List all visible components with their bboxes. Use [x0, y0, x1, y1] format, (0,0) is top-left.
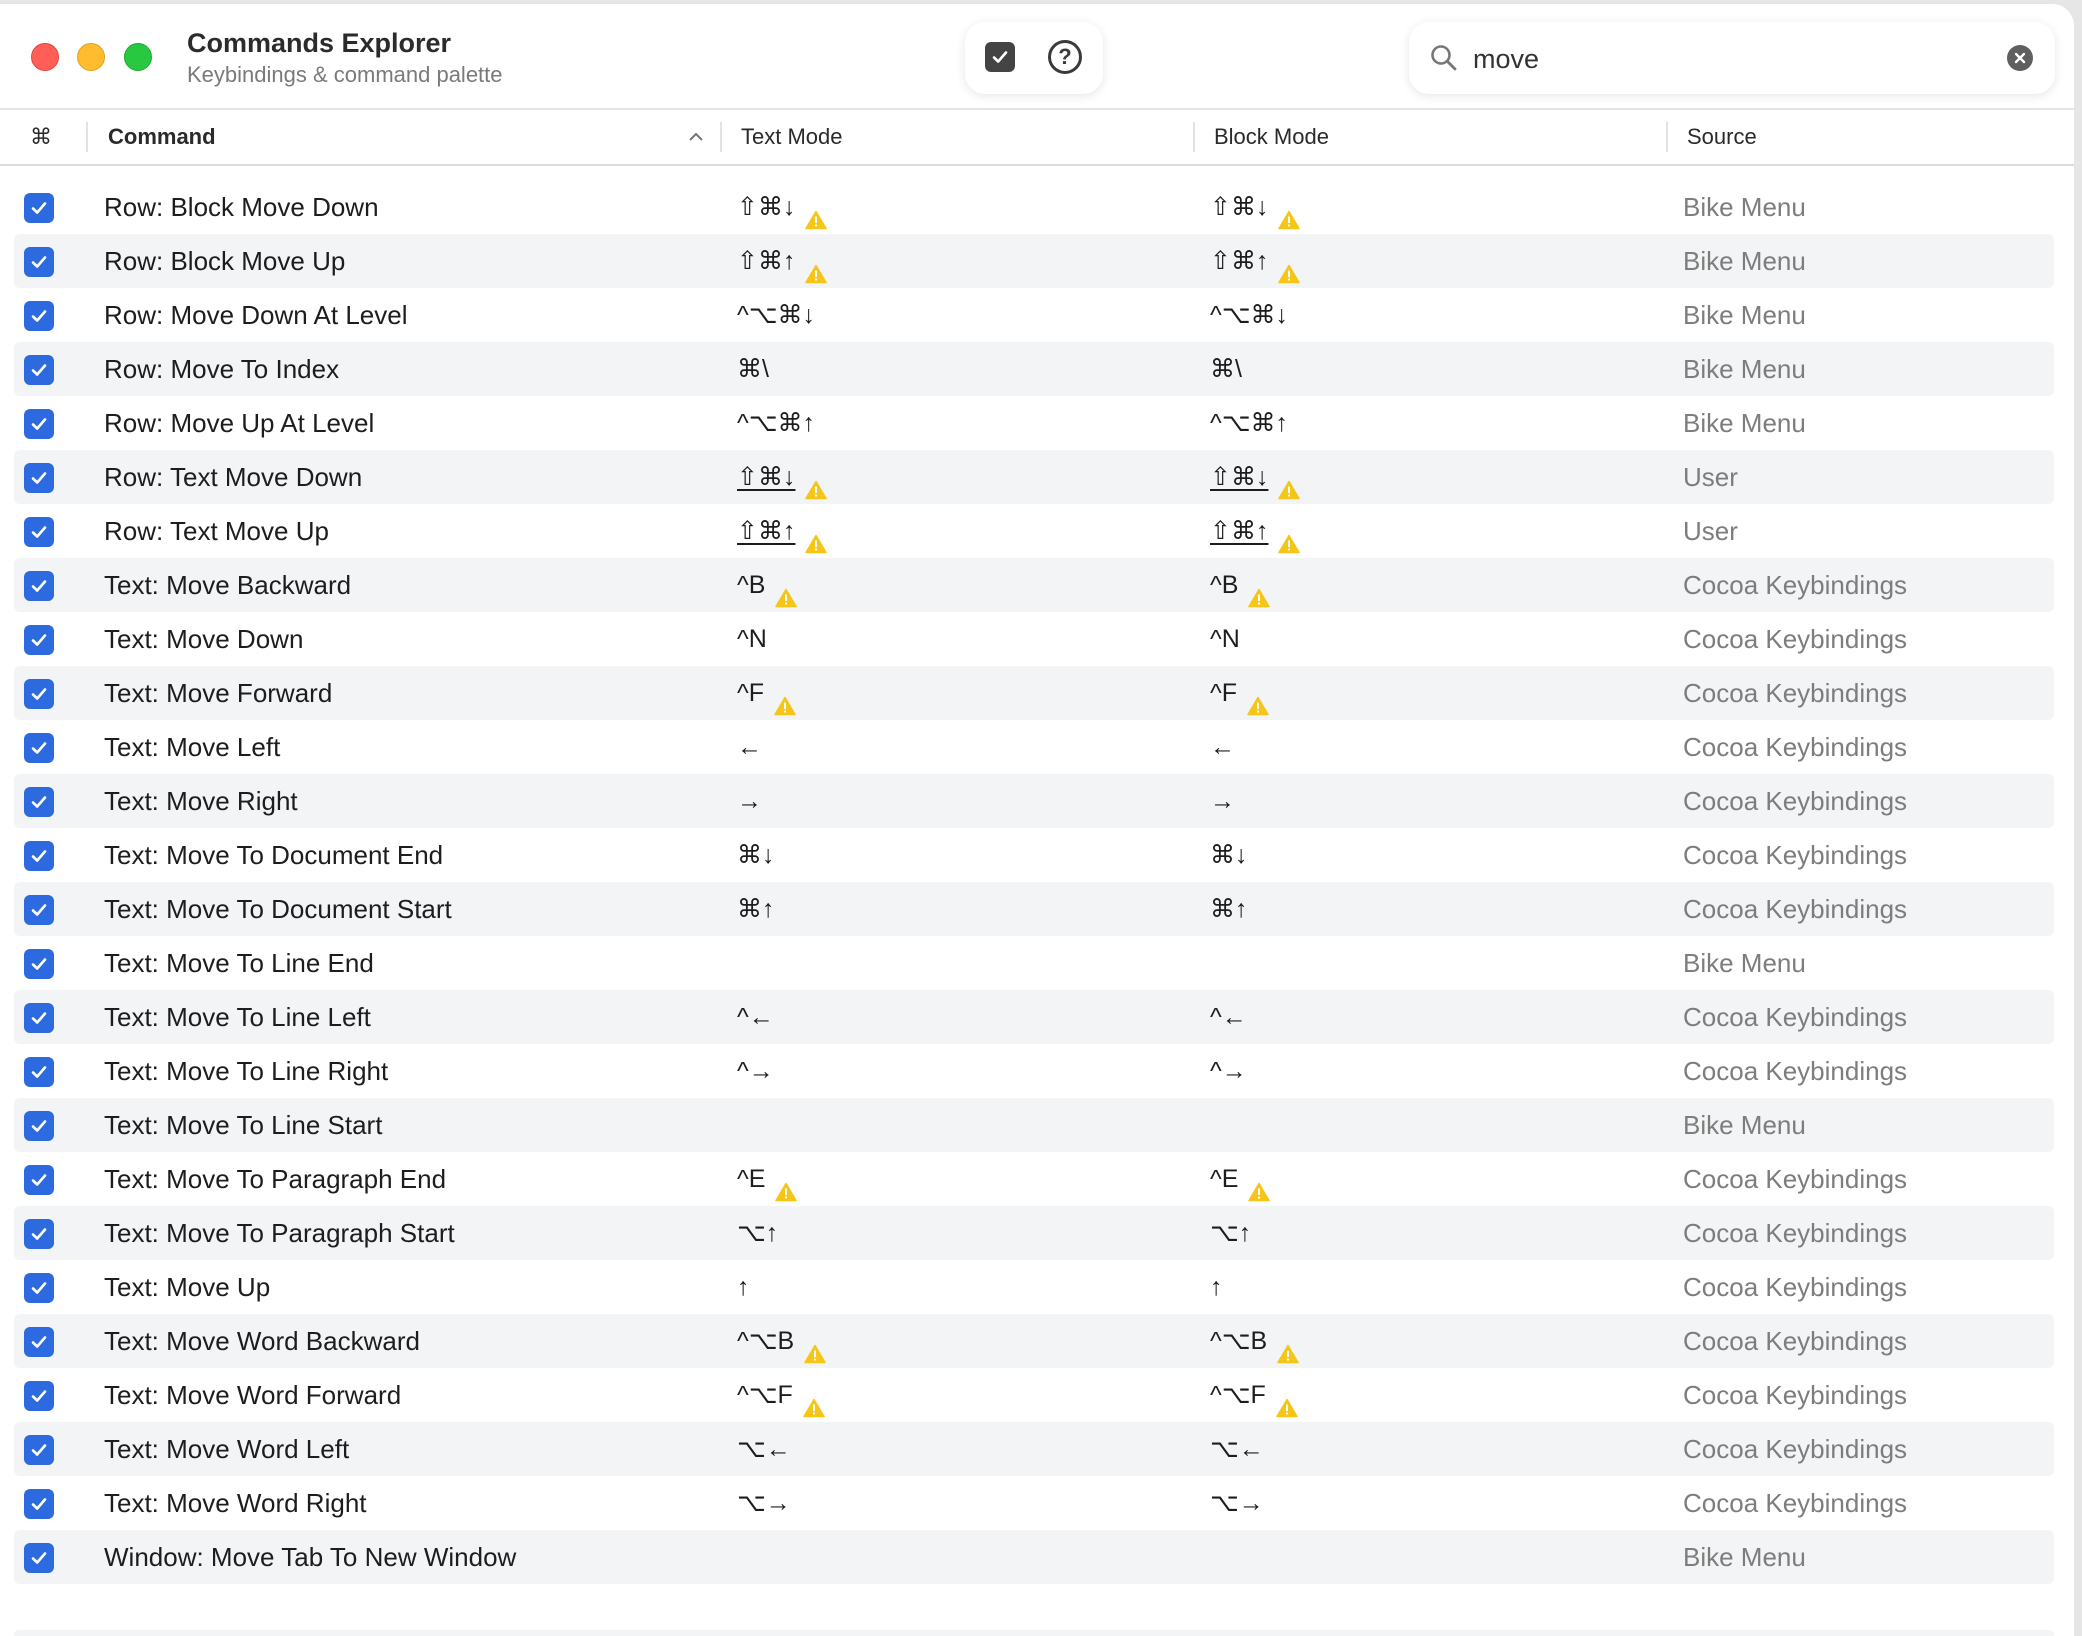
- checkmark-icon: [29, 468, 49, 488]
- toolbar-group: [965, 22, 1103, 94]
- block-mode-keys-cell[interactable]: [1210, 1314, 1299, 1368]
- text-mode-keys: ^N: [737, 625, 767, 653]
- text-mode-keys-cell[interactable]: [737, 234, 827, 288]
- enabled-checkbox[interactable]: [24, 301, 54, 331]
- block-mode-keys-cell[interactable]: [1210, 234, 1300, 288]
- text-mode-keys-cell[interactable]: [737, 342, 769, 396]
- block-mode-keys-cell[interactable]: [1210, 612, 1240, 666]
- text-mode-keys: ^F: [737, 679, 765, 707]
- checkmark-icon: [29, 1278, 49, 1298]
- command-name: Text: Move To Document Start: [104, 894, 452, 924]
- command-name: Text: Move To Line Left: [104, 1002, 371, 1032]
- text-mode-keys-cell[interactable]: [737, 396, 815, 450]
- checkmark-icon: [29, 360, 49, 380]
- checkmark-icon: [29, 306, 49, 326]
- warning-icon: [1277, 1329, 1299, 1349]
- block-mode-keys-cell[interactable]: [1210, 1476, 1264, 1530]
- warning-icon: [1247, 681, 1269, 701]
- warning-icon: [805, 249, 827, 269]
- table-row[interactable]: [14, 828, 2054, 882]
- checkmark-icon: [29, 1494, 49, 1514]
- text-mode-keys-cell[interactable]: [737, 612, 767, 666]
- block-mode-keys-cell[interactable]: [1210, 342, 1242, 396]
- warning-icon: [1248, 1167, 1270, 1187]
- table-row[interactable]: [14, 1098, 2054, 1152]
- text-mode-keys-cell[interactable]: [737, 180, 827, 234]
- checkmark-icon: [29, 1332, 49, 1352]
- table-row[interactable]: [14, 1368, 2054, 1422]
- block-mode-keys-cell[interactable]: [1210, 990, 1247, 1044]
- source-label: Cocoa Keybindings: [1683, 1434, 1908, 1464]
- warning-icon: [1248, 573, 1270, 593]
- source-label: Cocoa Keybindings: [1683, 570, 1908, 600]
- search-field[interactable]: [1409, 22, 2055, 94]
- enabled-checkbox[interactable]: [24, 949, 54, 979]
- block-mode-keys: ⌘\: [1210, 355, 1242, 383]
- text-mode-keys-cell[interactable]: [737, 504, 827, 558]
- source-label: Cocoa Keybindings: [1683, 1002, 1908, 1032]
- table-row[interactable]: [14, 558, 2054, 612]
- command-name: Row: Move To Index: [104, 354, 340, 384]
- checkmark-icon: [29, 630, 49, 650]
- text-mode-keys: ^←: [737, 1003, 774, 1031]
- enabled-checkbox[interactable]: [24, 409, 54, 439]
- enabled-checkbox[interactable]: [24, 1057, 54, 1087]
- command-name: Text: Move Word Left: [104, 1434, 350, 1464]
- command-name: Row: Block Move Down: [104, 192, 379, 222]
- window-title: Commands Explorer: [187, 28, 452, 58]
- block-mode-keys-cell[interactable]: [1210, 828, 1248, 882]
- sort-ascending-icon: [687, 128, 705, 146]
- block-mode-keys-cell[interactable]: [1210, 180, 1300, 234]
- text-mode-keys-cell[interactable]: [737, 828, 775, 882]
- source-label: Bike Menu: [1683, 948, 1806, 978]
- column-divider[interactable]: [1666, 122, 1668, 152]
- table-row[interactable]: [14, 1152, 2054, 1206]
- table-header: [0, 110, 2074, 166]
- source-label: Cocoa Keybindings: [1683, 1488, 1908, 1518]
- column-header-text-mode[interactable]: Text Mode: [741, 124, 843, 149]
- text-mode-keys: ⇧⌘↓: [737, 463, 796, 491]
- text-mode-keys-cell[interactable]: [737, 666, 796, 720]
- column-header-source[interactable]: Source: [1687, 124, 1757, 149]
- block-mode-keys-cell[interactable]: [1210, 666, 1269, 720]
- search-input[interactable]: [1471, 39, 1955, 79]
- table-row[interactable]: [14, 990, 2054, 1044]
- table-row[interactable]: [14, 1476, 2054, 1530]
- table-row[interactable]: [14, 774, 2054, 828]
- warning-icon: [775, 1167, 797, 1187]
- source-label: User: [1683, 462, 1738, 492]
- checkmark-icon: [29, 738, 49, 758]
- enabled-checkbox[interactable]: [24, 841, 54, 871]
- column-divider[interactable]: [86, 122, 88, 152]
- block-mode-keys: ⌘↓: [1210, 841, 1248, 869]
- column-divider[interactable]: [1193, 122, 1195, 152]
- checkmark-icon: [29, 1116, 49, 1136]
- enabled-checkbox[interactable]: [24, 1165, 54, 1195]
- source-label: Bike Menu: [1683, 300, 1806, 330]
- commands-explorer-window: [0, 4, 2074, 1636]
- text-mode-keys-cell[interactable]: [737, 774, 762, 828]
- checkmark-icon: [29, 1440, 49, 1460]
- text-mode-keys: ⇧⌘↑: [737, 517, 796, 545]
- block-mode-keys-cell[interactable]: [1210, 1368, 1298, 1422]
- checkmark-icon: [29, 414, 49, 434]
- text-mode-keys: ⌘\: [737, 355, 769, 383]
- checkmark-icon: [29, 576, 49, 596]
- text-mode-keys: ⇧⌘↑: [737, 247, 796, 275]
- block-mode-keys: ↑: [1210, 1273, 1223, 1301]
- table-row[interactable]: [14, 234, 2054, 288]
- block-mode-keys-cell[interactable]: [1210, 288, 1288, 342]
- table-row[interactable]: [14, 1314, 2054, 1368]
- block-mode-keys-cell[interactable]: [1210, 882, 1248, 936]
- checkmark-icon: [29, 198, 49, 218]
- command-name: Window: Move Tab To New Window: [104, 1542, 517, 1572]
- enabled-checkbox[interactable]: [24, 733, 54, 763]
- table-row[interactable]: [14, 1260, 2054, 1314]
- table-row[interactable]: [14, 612, 2054, 666]
- text-mode-keys: ⌥←: [737, 1435, 791, 1463]
- text-mode-keys: ⌥→: [737, 1489, 791, 1517]
- enabled-checkbox[interactable]: [24, 571, 54, 601]
- checkmark-icon: [29, 252, 49, 272]
- text-mode-keys-cell[interactable]: [737, 1152, 797, 1206]
- block-mode-keys: ^←: [1210, 1003, 1247, 1031]
- source-label: Cocoa Keybindings: [1683, 840, 1908, 870]
- command-name: Text: Move To Line Right: [104, 1056, 389, 1086]
- table-row[interactable]: [14, 504, 2054, 558]
- source-label: Cocoa Keybindings: [1683, 786, 1908, 816]
- command-name: Text: Move To Line Start: [104, 1110, 383, 1140]
- warning-icon: [775, 573, 797, 593]
- command-name: Row: Move Up At Level: [104, 408, 375, 438]
- text-mode-keys-cell[interactable]: [737, 1368, 825, 1422]
- text-mode-keys-cell[interactable]: [737, 288, 815, 342]
- block-mode-keys-cell[interactable]: [1210, 1206, 1251, 1260]
- source-label: User: [1683, 516, 1738, 546]
- table-row[interactable]: [14, 288, 2054, 342]
- table-row[interactable]: [14, 396, 2054, 450]
- warning-icon: [1276, 1383, 1298, 1403]
- source-label: Cocoa Keybindings: [1683, 678, 1908, 708]
- block-mode-keys-cell[interactable]: [1210, 450, 1300, 504]
- text-mode-keys-cell[interactable]: [737, 990, 774, 1044]
- table-row[interactable]: [14, 1044, 2054, 1098]
- enabled-checkbox[interactable]: [24, 355, 54, 385]
- text-mode-keys-cell[interactable]: [737, 1476, 791, 1530]
- text-mode-keys: ⌘↑: [737, 895, 775, 923]
- column-header-command[interactable]: Command: [108, 124, 216, 149]
- block-mode-keys: ⇧⌘↑: [1210, 247, 1269, 275]
- block-mode-keys: ^⌥⌘↑: [1210, 409, 1289, 437]
- block-mode-keys: ⌥→: [1210, 1489, 1264, 1517]
- text-mode-keys-cell[interactable]: [737, 1260, 750, 1314]
- block-mode-keys-cell[interactable]: [1210, 1260, 1223, 1314]
- warning-icon: [803, 1383, 825, 1403]
- enabled-checkbox[interactable]: [24, 679, 54, 709]
- block-mode-keys-cell[interactable]: [1210, 720, 1235, 774]
- block-mode-keys: ^⌥⌘↓: [1210, 301, 1289, 329]
- block-mode-keys: ^⌥B: [1210, 1327, 1268, 1355]
- column-header-enabled[interactable]: ⌘: [30, 124, 52, 149]
- enabled-checkbox[interactable]: [24, 625, 54, 655]
- text-mode-keys: →: [737, 787, 762, 815]
- text-mode-keys-cell[interactable]: [737, 720, 762, 774]
- text-mode-keys-cell[interactable]: [737, 1206, 778, 1260]
- table-row[interactable]: [14, 1530, 2054, 1584]
- checkmark-icon: [29, 1386, 49, 1406]
- source-label: Cocoa Keybindings: [1683, 1272, 1908, 1302]
- warning-icon: [1278, 519, 1300, 539]
- source-label: Cocoa Keybindings: [1683, 1164, 1908, 1194]
- command-name: Text: Move Down: [104, 624, 304, 654]
- text-mode-keys: ⇧⌘↓: [737, 193, 796, 221]
- block-mode-keys: ⌥↑: [1210, 1219, 1252, 1247]
- window-subtitle: Keybindings & command palette: [187, 62, 503, 87]
- block-mode-keys: ⌘↑: [1210, 895, 1248, 923]
- checkmark-icon: [29, 1062, 49, 1082]
- table-row[interactable]: [14, 450, 2054, 504]
- clear-search-button[interactable]: [2007, 45, 2033, 71]
- text-mode-keys-cell[interactable]: [737, 1044, 774, 1098]
- minimize-window-button[interactable]: [77, 43, 105, 71]
- enabled-checkbox[interactable]: [24, 1489, 54, 1519]
- checkmark-icon: [29, 1008, 49, 1028]
- command-name: Row: Text Move Up: [104, 516, 329, 546]
- table-row[interactable]: [14, 720, 2054, 774]
- warning-icon: [805, 519, 827, 539]
- table-row[interactable]: [14, 1422, 2054, 1476]
- command-name: Text: Move Word Backward: [104, 1326, 420, 1356]
- checkmark-icon: [29, 1170, 49, 1190]
- checkmark-icon: [29, 1224, 49, 1244]
- block-mode-keys: ^F: [1210, 679, 1238, 707]
- enabled-checkbox[interactable]: [24, 1543, 54, 1573]
- source-label: Cocoa Keybindings: [1683, 1056, 1908, 1086]
- command-name: Text: Move Up: [104, 1272, 271, 1302]
- help-button[interactable]: [1048, 40, 1082, 74]
- block-mode-keys: ⇧⌘↓: [1210, 193, 1269, 221]
- checkmark-icon: [29, 1548, 49, 1568]
- enabled-checkbox[interactable]: [24, 1435, 54, 1465]
- block-mode-keys-cell[interactable]: [1210, 396, 1288, 450]
- commands-table-body: [14, 180, 2054, 1584]
- source-label: Cocoa Keybindings: [1683, 1326, 1908, 1356]
- block-mode-keys: ^B: [1210, 571, 1239, 599]
- text-mode-keys: ^⌥B: [737, 1327, 795, 1355]
- text-mode-keys: ^⌥⌘↑: [737, 409, 816, 437]
- checkmark-icon: [29, 846, 49, 866]
- enabled-checkbox[interactable]: [24, 1381, 54, 1411]
- command-name: Text: Move Word Right: [104, 1488, 367, 1518]
- enabled-checkbox[interactable]: [24, 787, 54, 817]
- command-name: Row: Block Move Up: [104, 246, 346, 276]
- source-label: Cocoa Keybindings: [1683, 894, 1908, 924]
- block-mode-keys: ^⌥F: [1210, 1381, 1266, 1409]
- source-label: Cocoa Keybindings: [1683, 1218, 1908, 1248]
- command-name: Text: Move Backward: [104, 570, 352, 600]
- checkmark-icon: [29, 954, 49, 974]
- enabled-checkbox[interactable]: [24, 1327, 54, 1357]
- text-mode-keys: ←: [737, 733, 762, 761]
- text-mode-keys-cell[interactable]: [737, 450, 827, 504]
- question-mark-icon: ?: [1058, 44, 1072, 69]
- text-mode-keys: ^E: [737, 1165, 766, 1193]
- command-name: Text: Move Forward: [104, 678, 333, 708]
- text-mode-keys: ^B: [737, 571, 766, 599]
- table-row[interactable]: [14, 666, 2054, 720]
- enabled-checkbox[interactable]: [24, 1003, 54, 1033]
- enabled-checkbox[interactable]: [24, 1111, 54, 1141]
- source-label: Bike Menu: [1683, 354, 1806, 384]
- source-label: Cocoa Keybindings: [1683, 1380, 1908, 1410]
- text-mode-keys: ^⌥F: [737, 1381, 793, 1409]
- column-divider[interactable]: [720, 122, 722, 152]
- command-name: Text: Move Word Forward: [104, 1380, 402, 1410]
- block-mode-keys-cell[interactable]: [1210, 1044, 1247, 1098]
- block-mode-keys: ^→: [1210, 1057, 1247, 1085]
- text-mode-keys-cell[interactable]: [737, 558, 797, 612]
- block-mode-keys-cell[interactable]: [1210, 558, 1270, 612]
- warning-icon: [805, 195, 827, 215]
- text-mode-keys: ⌘↓: [737, 841, 775, 869]
- enabled-checkbox[interactable]: [24, 895, 54, 925]
- source-label: Bike Menu: [1683, 246, 1806, 276]
- text-mode-keys: ^⌥⌘↓: [737, 301, 816, 329]
- close-window-button[interactable]: [31, 43, 59, 71]
- command-name: Text: Move To Document End: [104, 840, 444, 870]
- command-name: Text: Move To Paragraph Start: [104, 1218, 455, 1248]
- table-row[interactable]: [14, 936, 2054, 990]
- block-mode-keys-cell[interactable]: [1210, 774, 1235, 828]
- zoom-window-button[interactable]: [124, 43, 152, 71]
- text-mode-keys-cell[interactable]: [737, 882, 775, 936]
- search-icon: [1429, 43, 1459, 73]
- text-mode-keys: ↑: [737, 1273, 750, 1301]
- warning-icon: [1278, 249, 1300, 269]
- source-label: Cocoa Keybindings: [1683, 624, 1908, 654]
- enabled-checkbox[interactable]: [24, 193, 54, 223]
- checkmark-icon: [990, 47, 1010, 67]
- warning-icon: [774, 681, 796, 701]
- enabled-checkbox[interactable]: [24, 517, 54, 547]
- command-name: Row: Move Down At Level: [104, 300, 408, 330]
- block-mode-keys: ←: [1210, 733, 1235, 761]
- warning-icon: [804, 1329, 826, 1349]
- text-mode-keys: ^→: [737, 1057, 774, 1085]
- close-icon: [2013, 51, 2027, 65]
- checkmark-icon: [29, 522, 49, 542]
- table-row[interactable]: [14, 882, 2054, 936]
- source-label: Cocoa Keybindings: [1683, 732, 1908, 762]
- text-mode-keys-cell[interactable]: [737, 1314, 826, 1368]
- checkmark-icon: [29, 900, 49, 920]
- block-mode-keys: ⇧⌘↑: [1210, 517, 1269, 545]
- command-name: Text: Move Left: [104, 732, 281, 762]
- block-mode-keys-cell[interactable]: [1210, 1152, 1270, 1206]
- block-mode-keys: ^E: [1210, 1165, 1239, 1193]
- source-label: Bike Menu: [1683, 1542, 1806, 1572]
- block-mode-keys-cell[interactable]: [1210, 1422, 1264, 1476]
- table-bottom-edge: [14, 1630, 2054, 1636]
- enabled-checkbox[interactable]: [24, 1273, 54, 1303]
- block-mode-keys: →: [1210, 787, 1235, 815]
- column-header-block-mode[interactable]: Block Mode: [1214, 124, 1329, 149]
- enabled-checkbox[interactable]: [24, 1219, 54, 1249]
- source-label: Bike Menu: [1683, 408, 1806, 438]
- warning-icon: [805, 465, 827, 485]
- source-label: Bike Menu: [1683, 1110, 1806, 1140]
- block-mode-keys-cell[interactable]: [1210, 504, 1300, 558]
- block-mode-keys: ⌥←: [1210, 1435, 1264, 1463]
- text-mode-keys: ⌥↑: [737, 1219, 779, 1247]
- text-mode-keys-cell[interactable]: [737, 1422, 791, 1476]
- enabled-checkbox[interactable]: [24, 247, 54, 277]
- title-bar: [0, 4, 2074, 110]
- warning-icon: [1278, 465, 1300, 485]
- table-row[interactable]: [14, 180, 2054, 234]
- toggle-all-checkbox-button[interactable]: [985, 42, 1015, 72]
- table-row[interactable]: [14, 342, 2054, 396]
- command-name: Text: Move Right: [104, 786, 298, 816]
- command-name: Text: Move To Line End: [104, 948, 374, 978]
- enabled-checkbox[interactable]: [24, 463, 54, 493]
- checkmark-icon: [29, 792, 49, 812]
- checkmark-icon: [29, 684, 49, 704]
- warning-icon: [1278, 195, 1300, 215]
- block-mode-keys: ^N: [1210, 625, 1240, 653]
- command-name: Text: Move To Paragraph End: [104, 1164, 447, 1194]
- source-label: Bike Menu: [1683, 192, 1806, 222]
- block-mode-keys: ⇧⌘↓: [1210, 463, 1269, 491]
- command-name: Row: Text Move Down: [104, 462, 363, 492]
- table-row[interactable]: [14, 1206, 2054, 1260]
